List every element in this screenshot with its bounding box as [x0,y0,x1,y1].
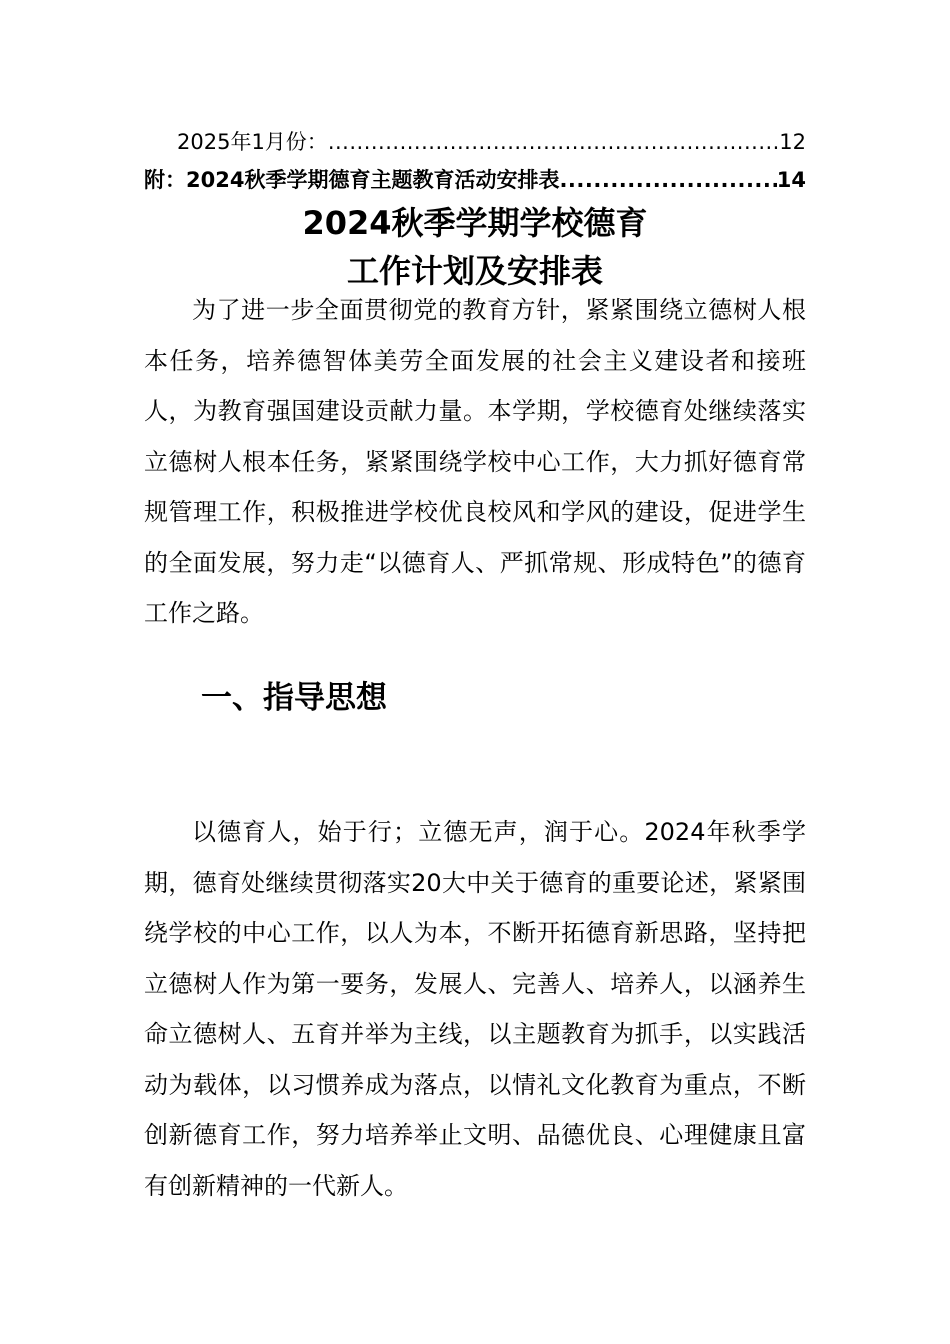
toc-leader-dots [328,130,779,154]
toc-entry[interactable] [144,164,806,194]
toc-entry-page: 14 [776,168,806,192]
toc-leader-dots [559,168,776,192]
toc-entry-label: 2025年1月份： [177,130,328,154]
toc-entry-label: 附：2024秋季学期德育主题教育活动安排表 [144,168,560,192]
section-heading: 一、指导思想 [201,680,387,716]
section-paragraph: 以德育人，始于行；立德无声，润于心。2024年秋季学期，德育处继续贯彻落实20大中关于德育的重要论述，紧紧围绕学校的中心工作，以人为本，不断开拓德育新思路，坚持把立德树人作为第一要务，发展人、完善人、培养人，以涵养生命立德树人、五育并举为主线，以主题教育为抓手，以实践活动为载体，以习惯养成为落点，以情礼文化教育为重点，不断创新德育工作，努力培养举止文明、品德优良、心理健康且富有创新精神的一代新人。 [144,818,806,1200]
toc-entry[interactable] [177,126,806,156]
toc-entry-page: 12 [779,130,806,154]
document-title-line-2: 工作计划及安排表 [346,252,603,290]
intro-paragraph: 为了进一步全面贯彻党的教育方针，紧紧围绕立德树人根本任务，培养德智体美劳全面发展的社会主义建设者和接班人，为教育强国建设贡献力量。本学期，学校德育处继续落实立德树人根本任务，紧紧围绕学校中心工作，大力抓好德育常规管理工作，积极推进学校优良校风和学风的建设，促进学生的全面发展，努力走“以德育人、严抓常规、形成特色”的德育工作之路。 [144,296,806,627]
document-title-line-1: 2024秋季学期学校德育 [302,204,648,242]
